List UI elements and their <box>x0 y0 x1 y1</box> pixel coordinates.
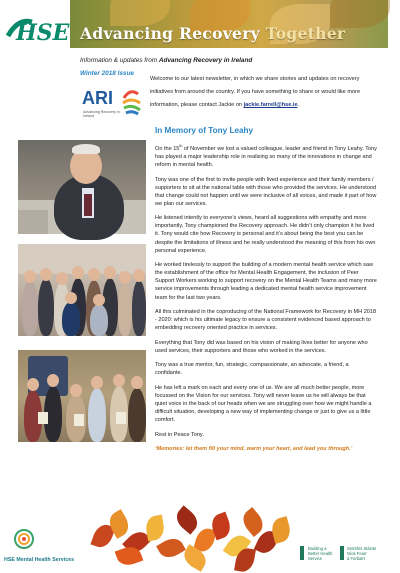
contact-email-link[interactable]: jackie.farrell@hse.ie <box>243 102 298 108</box>
hse-logo <box>4 6 70 46</box>
article-body <box>155 142 377 460</box>
paragraph-7: Tony was a true mentor, fun, strategic, compassionate, an advocate, a friend, a confidante. <box>155 362 349 377</box>
closing-quote: ‘Memories: let them fill your mind, warm your heart, and lead you through.’ <box>155 446 353 453</box>
paragraph-8: He has left a mark on each and every one of us. We are all much better people, more focussed on the Vision for our services. Tony will never leave us he will always be that quiet voice in the back of our heads when we are struggling over how we might handle a difficult situation, developing a new way of implementing change or just to give us a little comfort. <box>155 384 372 424</box>
bbhs-mark <box>300 546 304 560</box>
paragraph-9: Rest in Peace Tony. <box>155 431 204 438</box>
photo-group-indoor <box>18 244 146 336</box>
paragraph-4: He worked tirelessly to support the building of a modern mental health service which saw the establishment of the office for Mental Health Engagement, the inclusion of Peer Support Workers working to support recovery on the Mental Health Teams and many more service improvements through leading a dedicated mental health service improvement team for the last two years. <box>155 262 377 301</box>
banner-title: Advancing Recovery Together <box>80 24 346 43</box>
welcome-text: Welcome to our latest newsletter, in which we share stories and updates on recovery initiatives from around the country. If you have something to share or would like more information, please contact Jackie on jackie.farrell@hse.ie. <box>150 76 361 108</box>
article-heading: In Memory of Tony Leahy <box>155 126 254 135</box>
paragraph-2: Tony was one of the first to invite people with lived experience and their family members / supporters to sit at the national table with those who provided the services. He understood that change could not happen until we were inclusive of all voices, and made it part of how we plan our services. <box>155 176 377 207</box>
paragraph-6: Everything that Tony did was based on his vision of making lives better for anyone who used services, their supporters and those who worked in the services. <box>155 339 368 354</box>
better-health-logo: Building a Better Health Service <box>308 546 333 561</box>
photo-group-certificates <box>18 350 146 442</box>
paragraph-1: On the 15th of November we lost a valued colleague, leader and friend in Tony Leahy. Tony has played a major leadership role in realising so many of the innovations in change and reform in mental health. <box>155 144 377 169</box>
ari-logo: ARI Advancing Recovery in Ireland <box>82 88 144 122</box>
seirbhis-slainte-logo: Seirbhís Sláinte Níos Fearr á Forbairt <box>347 546 377 561</box>
paragraph-5: All this culminated in the coproducing of the National Framework for Recovery in MH 2018 - 2020: which is his ultimate legacy to ensure a consistent evidenced based approach to embedding recovery oriented practice in services. <box>155 309 377 332</box>
photo-tony-leahy <box>18 140 146 234</box>
issue-label: Winter 2018 Issue <box>80 70 134 77</box>
subline: Information & updates from Advancing Recovery in Ireland <box>80 57 253 64</box>
svg-text:HSE: HSE <box>16 20 70 46</box>
mental-health-label: HSE Mental Health Services <box>4 557 75 563</box>
header-banner <box>70 0 388 48</box>
seirbhis-mark <box>340 546 344 560</box>
mental-health-logo-icon <box>12 528 36 550</box>
paragraph-3: He listened intently to everyone’s views, heard all suggestions with empathy and more importantly, Tony championed the Recovery approach. He didn’t only champion it he lived it. Tony would cite how Recovery is personal and it’s about being the best you can be despite the limitations of illness and he really understood the meaning of this from his own personal experience. <box>155 215 376 254</box>
ari-hands-icon <box>120 88 144 116</box>
